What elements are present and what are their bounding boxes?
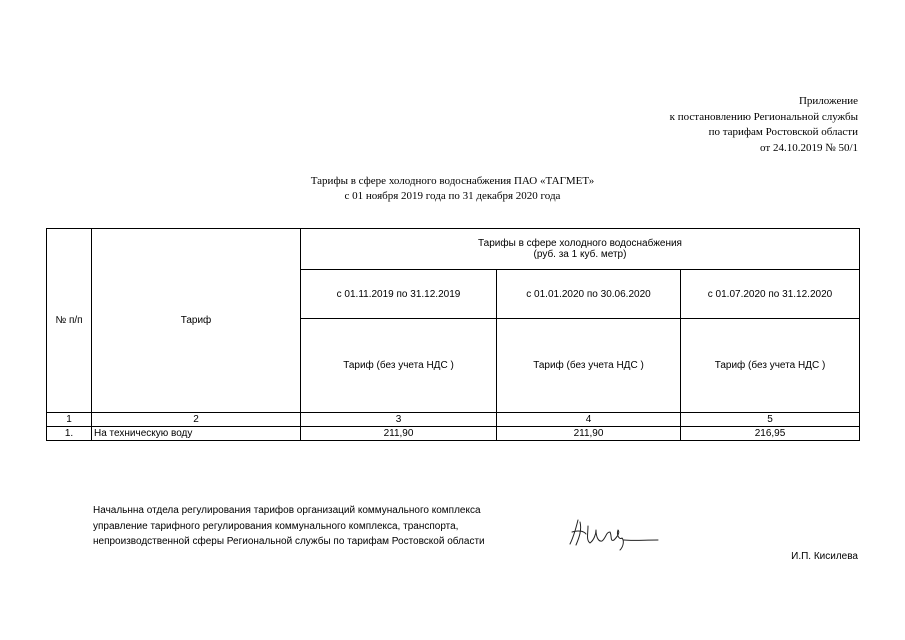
header-subtype: Тариф (без учета НДС ) xyxy=(301,319,497,413)
annex-line-1: Приложение xyxy=(798,95,858,107)
header-group-line-1: Тарифы в сфере холодного водоснабжения xyxy=(478,238,682,249)
column-number: 1 xyxy=(47,413,92,427)
annex-line-3: по тарифам Ростовской области xyxy=(708,126,858,138)
title-line-2: с 01 ноября 2019 года по 31 декабря 2020 года xyxy=(344,190,561,202)
column-number: 3 xyxy=(301,413,497,427)
header-period: с 01.07.2020 по 31.12.2020 xyxy=(681,270,860,319)
annex-block xyxy=(670,94,858,156)
column-number: 2 xyxy=(92,413,301,427)
signatory-name: И.П. Кисилева xyxy=(791,551,858,562)
header-period: с 01.11.2019 по 31.12.2019 xyxy=(301,270,497,319)
header-group-line-2: (руб. за 1 куб. метр) xyxy=(533,249,627,260)
header-subtype: Тариф (без учета НДС ) xyxy=(681,319,860,413)
column-number: 4 xyxy=(497,413,681,427)
header-num: № п/п xyxy=(47,229,92,413)
column-number: 5 xyxy=(681,413,860,427)
row-value: 216,95 xyxy=(681,427,860,441)
column-number-row xyxy=(47,413,860,427)
header-tariff: Тариф xyxy=(92,229,301,413)
signatory-position: Начальнна отдела регулирования тарифов организаций коммунального комплекса управление тарифного регулирования коммунального комплекса, транспорта, непроизводственной сферы Региональной службы по тарифам Ростовской области xyxy=(93,505,485,547)
row-name: На техническую воду xyxy=(92,427,301,441)
handwritten-signature xyxy=(566,510,661,552)
table-row xyxy=(47,427,860,441)
header-period: с 01.01.2020 по 30.06.2020 xyxy=(497,270,681,319)
header-group xyxy=(301,229,860,270)
annex-line-4: от 24.10.2019 № 50/1 xyxy=(760,141,858,154)
annex-line-2: к постановлению Региональной службы xyxy=(669,110,858,123)
tariff-table xyxy=(46,228,860,441)
row-value: 211,90 xyxy=(497,427,681,441)
row-value: 211,90 xyxy=(301,427,497,441)
document-title xyxy=(0,174,905,204)
title-line-1: Тарифы в сфере холодного водоснабжения ПАО «ТАГМЕТ» xyxy=(310,175,595,187)
header-subtype: Тариф (без учета НДС ) xyxy=(497,319,681,413)
row-num: 1. xyxy=(47,427,92,441)
